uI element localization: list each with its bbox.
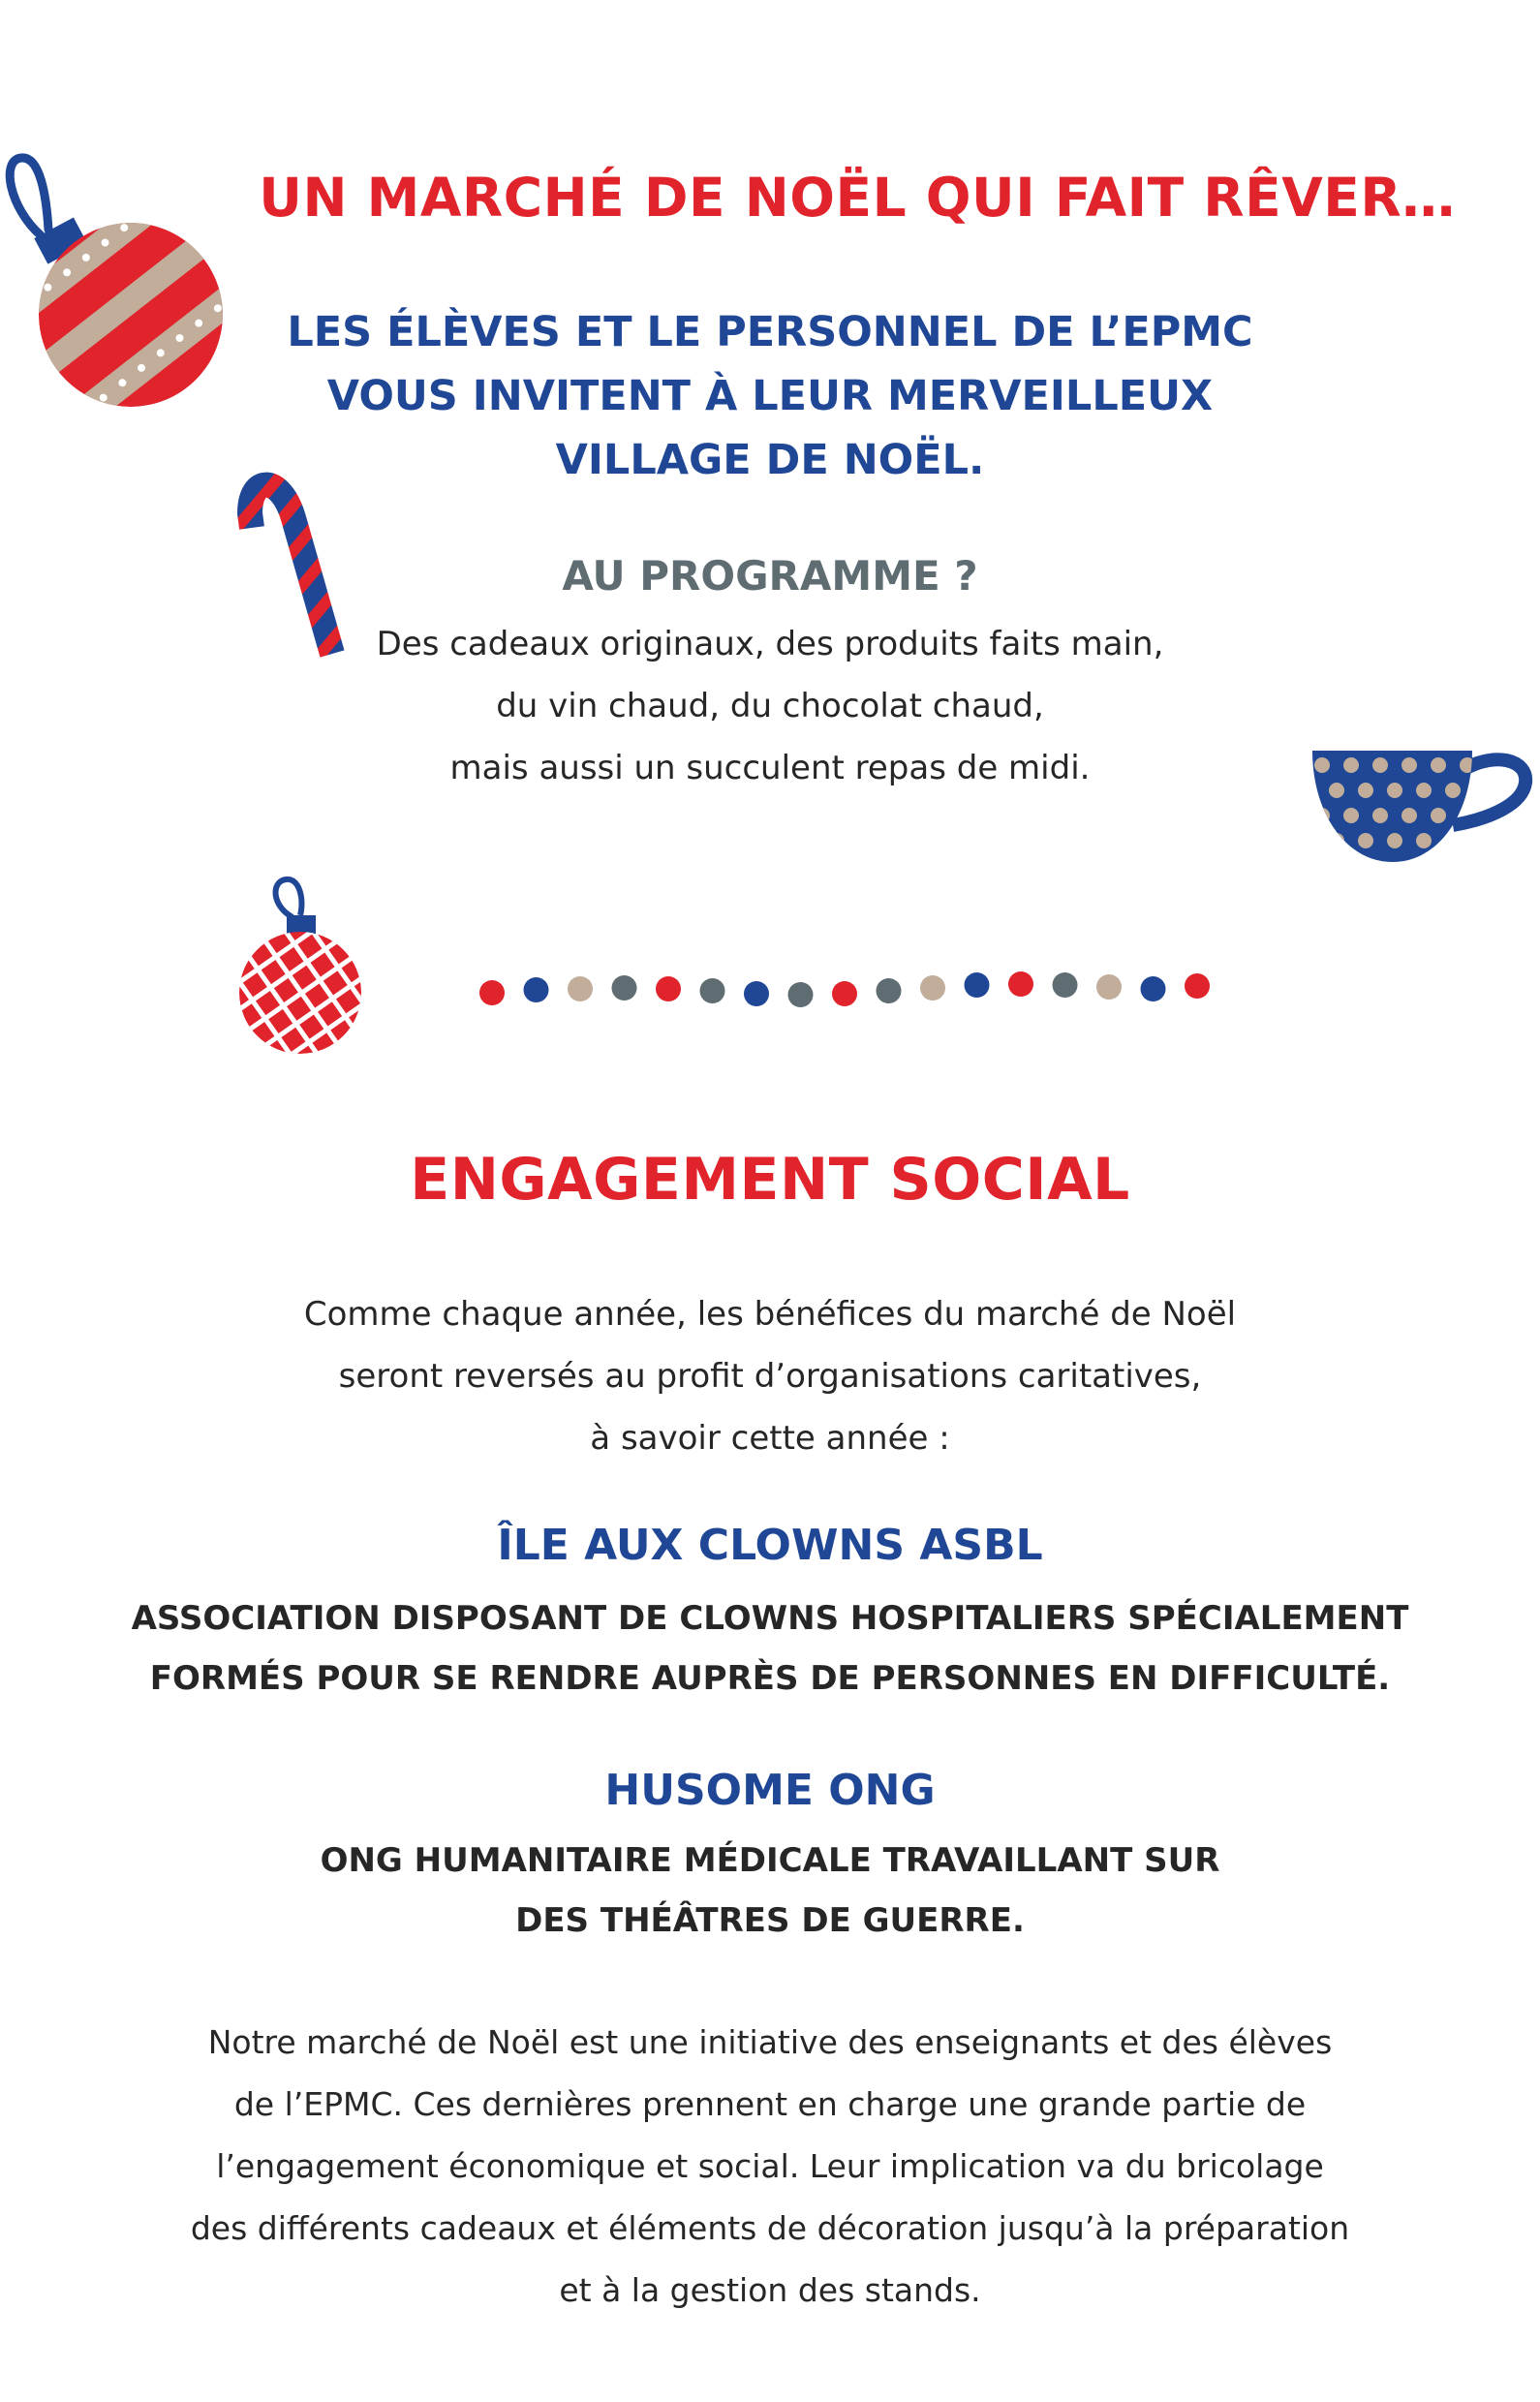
- organization-description-line: DES THÉÂTRES DE GUERRE.: [515, 1901, 1025, 1940]
- engagement-intro: [0, 1283, 1540, 1469]
- organization-description: [0, 1831, 1540, 1951]
- garland-dot: [1053, 972, 1078, 998]
- garland-dot: [1008, 971, 1033, 997]
- closing-paragraph: [0, 2012, 1540, 2322]
- program-text: [0, 613, 1540, 799]
- garland-dot: [788, 982, 814, 1007]
- program-line: Des cadeaux originaux, des produits faits main,: [376, 625, 1164, 663]
- garland-dot: [1096, 974, 1122, 1000]
- organization-description-line: ASSOCIATION DISPOSANT DE CLOWNS HOSPITALIERS SPÉCIALEMENT: [131, 1599, 1409, 1638]
- garland-dot: [568, 976, 593, 1001]
- garland-dot: [1185, 973, 1210, 999]
- garland-dot: [965, 972, 990, 998]
- intro-line: seront reversés au profit d’organisations caritatives,: [338, 1357, 1202, 1396]
- garland-dot: [744, 981, 769, 1006]
- checkered-ornament-icon: [232, 877, 368, 1061]
- garland-dot: [524, 977, 549, 1002]
- garland-dot: [700, 978, 725, 1003]
- garland-dot: [920, 975, 945, 1001]
- closing-line: de l’EPMC. Ces dernières prennent en charge une grande partie de: [233, 2085, 1307, 2123]
- organization-description-line: FORMÉS POUR SE RENDRE AUPRÈS DE PERSONNES EN DIFFICULTÉ.: [149, 1659, 1391, 1698]
- garland-dot: [479, 980, 505, 1005]
- garland-dot: [877, 978, 902, 1003]
- organization-description: [0, 1588, 1540, 1709]
- page-title: UN MARCHÉ DE NOËL QUI FAIT RÊVER…: [259, 167, 1456, 229]
- dot-garland-icon: [475, 959, 1240, 1007]
- closing-line: l’engagement économique et social. Leur implication va du bricolage: [216, 2147, 1324, 2185]
- organization-name: ÎLE AUX CLOWNS ASBL: [497, 1521, 1043, 1570]
- closing-line: Notre marché de Noël est une initiative des enseignants et des élèves: [207, 2023, 1333, 2061]
- intro-line: Comme chaque année, les bénéfices du marché de Noël: [303, 1295, 1237, 1334]
- subtitle-line: VOUS INVITENT À LEUR MERVEILLEUX: [326, 372, 1214, 420]
- engagement-heading: ENGAGEMENT SOCIAL: [410, 1146, 1130, 1214]
- closing-line: et à la gestion des stands.: [559, 2271, 981, 2309]
- garland-dot: [656, 976, 681, 1001]
- subtitle-line: VILLAGE DE NOËL.: [555, 436, 985, 484]
- organization-description-line: ONG HUMANITAIRE MÉDICALE TRAVAILLANT SUR: [320, 1841, 1220, 1880]
- closing-line: des différents cadeaux et éléments de décoration jusqu’à la préparation: [190, 2209, 1350, 2247]
- program-line: du vin chaud, du chocolat chaud,: [496, 687, 1044, 725]
- garland-dot: [612, 975, 637, 1001]
- invitation-subtitle: [0, 300, 1540, 492]
- program-heading: AU PROGRAMME ?: [562, 552, 978, 600]
- organization-name: HUSOME ONG: [604, 1766, 936, 1815]
- program-line: mais aussi un succulent repas de midi.: [449, 749, 1091, 787]
- garland-dot: [832, 981, 857, 1006]
- garland-dot: [1141, 976, 1166, 1001]
- subtitle-line: LES ÉLÈVES ET LE PERSONNEL DE L’EPMC: [287, 308, 1253, 356]
- intro-line: à savoir cette année :: [590, 1419, 950, 1458]
